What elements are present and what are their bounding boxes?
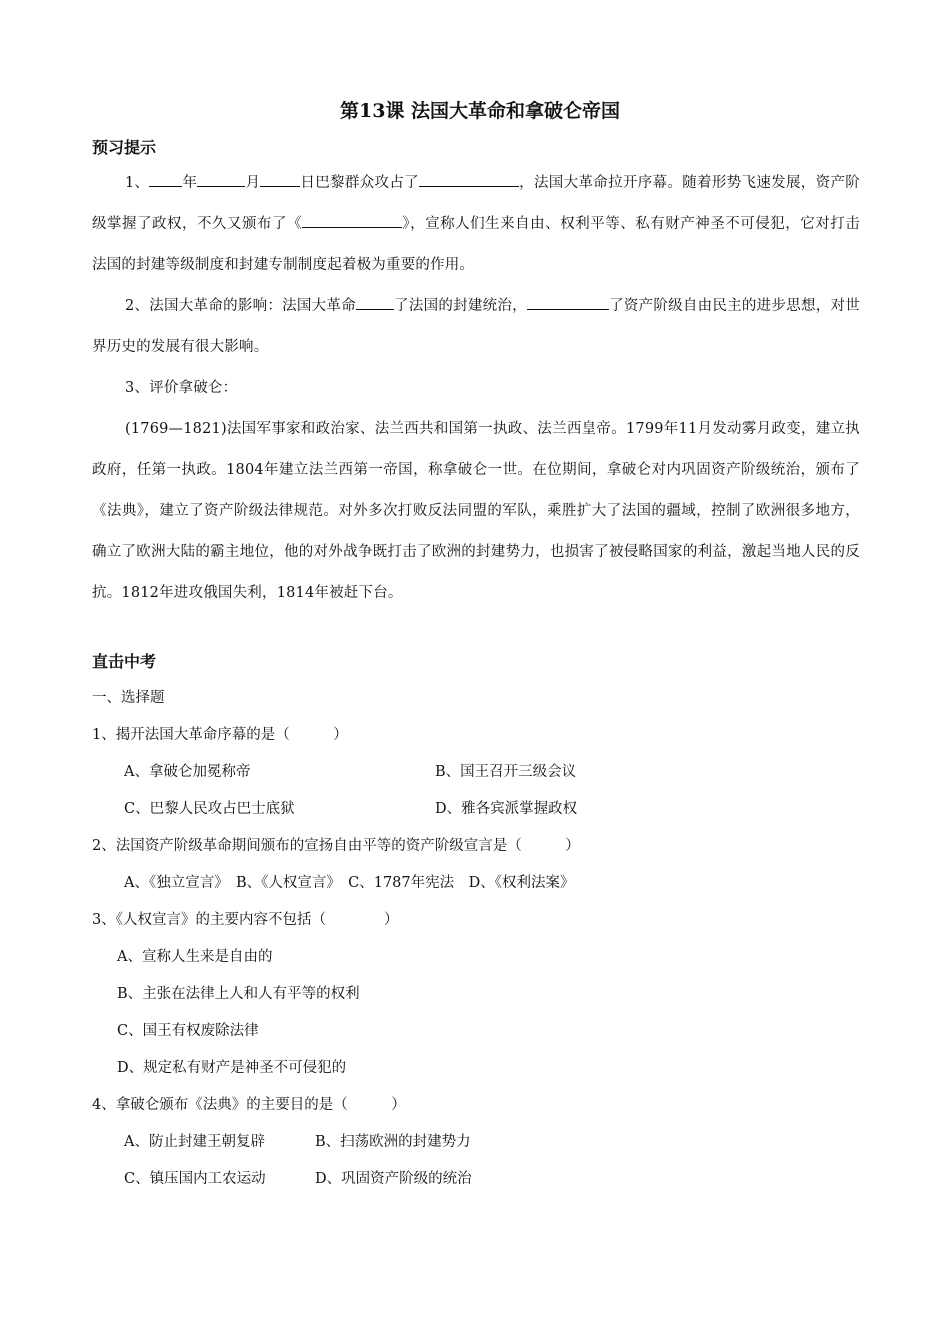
preview-paragraph-3: 3、评价拿破仑：: [125, 380, 238, 396]
text: 年: [182, 175, 198, 191]
fill-blank[interactable]: [527, 293, 609, 310]
question-4-options-row-2: [92, 1161, 860, 1198]
text: 日巴黎群众攻占了: [300, 175, 420, 191]
text: 了法国的封建统治，: [393, 298, 527, 314]
napoleon-evaluation: (1769—1821)法国军事家和政治家、法兰西共和国第一执政、法兰西皇帝。1799年11月发动雾月政变，建立执政府，任第一执政。1804年建立法兰西第一帝国，称拿破仑一世。在位期间，拿破仑对内巩固资产阶级统治，颁布了《法典》，建立了资产阶级法律规范。对外多次打败反法同盟的军队，乘胜扩大了法国的疆域，控制了欧洲很多地方，确立了欧洲大陆的霸主地位，他的对外战争既打击了欧洲的封建势力，也损害了被侵略国家的利益，激起当地人民的反抗。1812年进攻俄国失利，1814年被赶下台。: [92, 421, 860, 601]
question-4-options-row-1: [92, 1124, 860, 1161]
option-a[interactable]: A、防止封建王朝复辟: [124, 1134, 265, 1150]
preview-paragraph-2: [92, 286, 860, 368]
question-2-stem: 2、法国资产阶级革命期间颁布的宣扬自由平等的资产阶级宣言是（ ）: [92, 838, 580, 854]
text: 月: [245, 175, 261, 191]
question-4-stem: 4、拿破仑颁布《法典》的主要目的是（ ）: [92, 1097, 406, 1113]
fill-blank[interactable]: [356, 293, 394, 310]
text: 了资产阶级自由民主的进步思想，对世界历史的发展有很大影响。: [92, 298, 860, 355]
preview-paragraph-1: [92, 163, 860, 286]
question-3-option-a[interactable]: A、宣称人生来是自由的: [117, 949, 273, 965]
question-3-option-d[interactable]: D、规定私有财产是神圣不可侵犯的: [117, 1060, 347, 1076]
text: 1、: [125, 175, 150, 191]
page-title: 第13课 法国大革命和拿破仑帝国: [339, 100, 621, 122]
fill-blank[interactable]: [260, 170, 300, 187]
fill-blank[interactable]: [419, 170, 519, 187]
document-page: [92, 96, 860, 1198]
question-1-options-row-2: [92, 791, 860, 828]
fill-blank[interactable]: [197, 170, 245, 187]
option-a[interactable]: A、拿破仑加冕称帝: [124, 764, 251, 780]
section-heading-exam: 直击中考: [92, 652, 157, 671]
fill-blank[interactable]: [302, 211, 402, 228]
fill-blank[interactable]: [149, 170, 182, 187]
text: ，法国大革命拉开序幕。随着形势飞速发展，资产阶级掌握了政权，不久又颁布了《: [92, 175, 860, 232]
option-b[interactable]: B、国王召开三级会议: [435, 764, 577, 780]
section-heading-preview: 预习提示: [92, 138, 157, 157]
question-1-stem: 1、揭开法国大革命序幕的是（ ）: [92, 727, 348, 743]
option-c[interactable]: C、巴黎人民攻占巴士底狱: [124, 801, 295, 817]
text: 2、法国大革命的影响：法国大革命: [125, 298, 356, 314]
question-3-option-b[interactable]: B、主张在法律上人和人有平等的权利: [117, 986, 360, 1002]
question-1-options-row-1: [92, 754, 860, 791]
option-d[interactable]: D、巩固资产阶级的统治: [315, 1171, 472, 1187]
option-c[interactable]: C、镇压国内工农运动: [124, 1171, 266, 1187]
option-b[interactable]: B、扫荡欧洲的封建势力: [315, 1134, 471, 1150]
text: 》，宣称人们生来自由、权利平等、私有财产神圣不可侵犯，它对打击法国的封建等级制度和封建专制制度起着极为重要的作用。: [92, 216, 860, 273]
question-2-options[interactable]: A、《独立宣言》 B、《人权宣言》 C、1787年宪法 D、《权利法案》: [124, 875, 575, 891]
subheading-choice: 一、选择题: [92, 690, 165, 706]
question-3-stem: 3、《人权宣言》的主要内容不包括（ ）: [92, 912, 399, 928]
question-3-option-c[interactable]: C、国王有权废除法律: [117, 1023, 259, 1039]
option-d[interactable]: D、雅各宾派掌握政权: [435, 801, 578, 817]
